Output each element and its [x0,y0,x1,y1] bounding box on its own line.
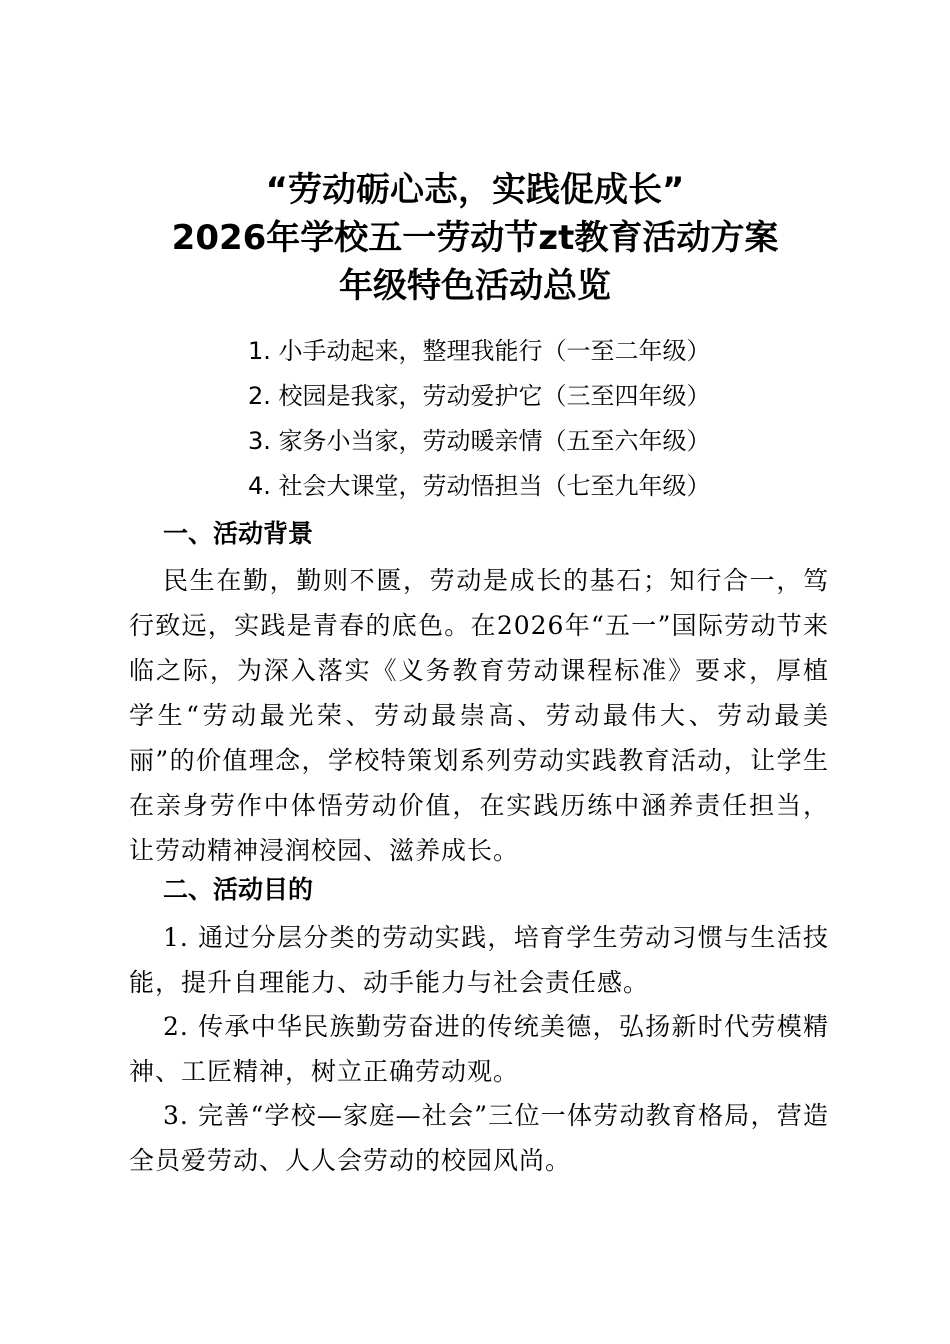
goal-item-2: 2. 传承中华民族勤劳奋进的传统美德，弘扬新时代劳模精神、工匠精神，树立正确劳动观。 [129,1012,829,1086]
goal-item-3: 3. 完善“学校—家庭—社会”三位一体劳动教育格局，营造全员爱劳动、人人会劳动的校园风尚。 [129,1101,829,1175]
title-line-3: 年级特色活动总览 [339,266,611,306]
section-heading-background: 一、活动背景 [163,519,314,548]
section-heading-goals: 二、活动目的 [163,875,314,904]
overview-item-2: 2. 校园是我家，劳动爱护它（三至四年级） [248,382,711,410]
title-line-2: 2026年学校五一劳动节zt教育活动方案 [171,218,779,258]
background-paragraph: 民生在勤，勤则不匮，劳动是成长的基石；知行合一，笃行致远，实践是青春的底色。在2026年“五一”国际劳动节来临之际，为深入落实《义务教育劳动课程标准》要求，厚植学生“劳动最光荣、劳动最崇高、劳动最伟大、劳动最美丽”的价值理念，学校特策划系列劳动实践教育活动，让学生在亲身劳作中体悟劳动价值，在实践历练中涵养责任担当，让劳动精神浸润校园、滋养成长。 [129,566,829,865]
title-line-1: “劳动砺心志，实践促成长” [265,170,685,210]
overview-item-4: 4. 社会大课堂，劳动悟担当（七至九年级） [248,472,711,500]
goal-item-1: 1. 通过分层分类的劳动实践，培育学生劳动习惯与生活技能，提升自理能力、动手能力与社会责任感。 [129,923,829,997]
overview-item-3: 3. 家务小当家，劳动暖亲情（五至六年级） [248,427,711,455]
overview-item-1: 1. 小手动起来，整理我能行（一至二年级） [248,337,711,365]
